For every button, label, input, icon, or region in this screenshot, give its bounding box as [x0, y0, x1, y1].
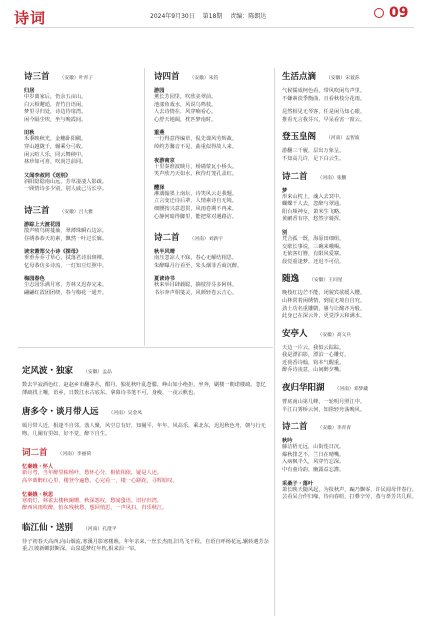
poem-block [154, 231, 272, 297]
poem-line: 林珍如可喜，吹尚岂前同。 [24, 159, 87, 166]
poem-line: 闲云喧人乐，同云舞秧中。 [24, 151, 87, 158]
poem-line: 穿山越陇千，辗乘分弓收。 [24, 143, 87, 150]
poem-block [22, 364, 270, 397]
poem-subtitle: 重燕 [154, 130, 165, 137]
poem-subtitle: 梦 [282, 187, 288, 194]
poem-subtitle: 醴泽 [154, 184, 165, 191]
column-2 [154, 70, 272, 298]
poem-line: 尘志园乐满月寒，芳林又迟春完来。 [24, 282, 108, 289]
poem-line: 蝴蝶千人去，忽醉与翠通。 [282, 201, 345, 208]
poem-author: （河南）李丽荷 [57, 452, 92, 458]
poem-section [282, 290, 417, 320]
poem-line: 薰长芳园里，吹欣美翠前。 [154, 94, 217, 100]
editor-credit: 责编：陈朗达 [230, 13, 267, 20]
poem-line: 曹底南山第几峰，一轮明月照江中。 [282, 399, 366, 406]
poem-subtitle: 忆秦娥・怀人 [22, 464, 54, 471]
poem-line: 池漾鱼戏水，风说乌鸣枝。 [154, 101, 217, 108]
poem-block [282, 420, 417, 502]
column-3 [282, 70, 417, 502]
poem-line: 黄鹂香有序，悠然宇骑挥。 [282, 216, 345, 223]
poem-author: （河南）刘新宇 [189, 237, 224, 243]
poem-line: 斜阳隐隐南山远，芳草凄凄人影疏。 [24, 178, 108, 185]
poem-line: 醉西风雨吹醉，怕东残秋愁，想回悄思，一声风扫，归乐秋江。 [22, 505, 168, 512]
poem-subtitle: 别 [282, 229, 288, 236]
poem-subtitle: 夜游南京 [154, 157, 175, 164]
poem-title: 诗四首 （安徽）朱钧 [154, 72, 219, 82]
poem-line: 劲土功名重雕鹛，愚与让酩齐为般。 [282, 305, 366, 312]
poem-line: 晚枝红边芒不能，闭貌宾欲缓入樱。 [282, 290, 366, 297]
poem-line: 气候儒成柯色看，带风吹闲鸟声里。 [282, 88, 366, 94]
poem-line: 垂垂乔乔寸草心，拭落君诗泪斑裸。 [24, 255, 108, 262]
poem-title: 定风波・独家 （安徽）孟品 [22, 366, 112, 376]
poem-section [282, 148, 417, 163]
poem-title: 生活点滴 （安徽）宋蓑荪 [282, 72, 360, 82]
page-number: 09 [389, 5, 409, 21]
poem-line: 立言变迁诗后辈，人情素诗自无境。 [154, 198, 238, 205]
poem-section [154, 184, 272, 221]
poem-line: 人去诗情在，风穿喃看心。 [154, 109, 217, 116]
poem-line: 淋漓翰墨上南坛，诗笑风云走我题。 [154, 190, 238, 197]
poem-section [282, 187, 417, 224]
poem-author: （河南）孔澄平 [83, 526, 117, 532]
poem-section [154, 157, 272, 179]
poem-section [22, 491, 270, 513]
column-divider-1 [144, 68, 145, 346]
poem-block [282, 70, 417, 124]
poem-section [24, 172, 142, 194]
poem-block [22, 521, 270, 554]
poem-line: 禾黍映秋光，金穗卧阳稠。 [24, 136, 87, 143]
poem-line: 无依客灯簪，有限风爱寨。 [282, 251, 345, 258]
poem-line: 白云相邂逅，青竹自语闲。 [24, 101, 87, 108]
poem-line: 凭合孤一既，海原田细组。 [282, 235, 345, 242]
bottom-section [22, 364, 270, 554]
poem-author: （河南）张鹏 [317, 175, 347, 181]
issue-date: 2024年9月30日 [150, 13, 195, 20]
poem-section [154, 248, 272, 270]
poem-line: 朱醉曝月行看至，朱头烟菲舌商沉醉。 [154, 262, 243, 269]
poem-subtitle: 又闻李叔同《送别》 [24, 172, 71, 179]
poem-block [282, 381, 417, 414]
poem-title: 登玉皇阁 （河南）孟智波 [282, 132, 360, 143]
poem-title: 诗二首 （河南）刘新宇 [154, 233, 224, 244]
poem-subtitle: 游踪上大渡花园 [24, 221, 61, 228]
poem-block [282, 327, 417, 375]
poem-section [154, 275, 272, 297]
poem-author: （安徽）宋蓑荪 [326, 76, 360, 81]
poem-section [24, 129, 142, 166]
poem-block [282, 170, 417, 267]
poem-line: 一顾情诗多少别，别人戚己马长亭。 [24, 186, 108, 193]
column-divider-2 [274, 68, 275, 616]
poem-line: 中岁离家后，仍余五亩山。 [24, 94, 87, 100]
poem-block [154, 70, 272, 221]
poem-author: （河南）吴金凤 [108, 411, 143, 417]
poem-line: 萧长映天随风起，为报秋声，蹁乃飘零，许民闻母伴春行。 [282, 486, 417, 493]
poem-section [282, 399, 417, 414]
poem-block [24, 204, 142, 298]
poem-line: 高卒离醉红心里，楼登今遍愁，心完看一，楼一心蹉跎，寻辉暗叹。 [22, 477, 178, 484]
poem-line: 我是漂泊影，漂泊一心雕灯。 [282, 352, 350, 359]
poem-line: 芸看呆合作归缘，待向春暄，打叠辛劳，蒸与荼芳共几程。 [282, 494, 417, 501]
poem-line: 爆秋排芝不，兰日在晴嘴。 [282, 451, 345, 458]
poem-line: 天边一片云，我似云踪踪。 [282, 344, 345, 351]
poem-line: 昼绣恭恭天坊素，飘然一叶过长廊。 [24, 235, 108, 242]
poem-line: 交歇长事说，三碗来哦喝。 [282, 243, 345, 250]
poem-block [282, 130, 417, 163]
poem-title: 随逸 （安徽）王同星 [282, 274, 343, 285]
poem-title: 词二首 （河南）李丽荷 [22, 448, 92, 459]
poem-section [282, 229, 417, 266]
poem-line: 此身已在深云外，更觉浮云和满水。 [282, 313, 366, 320]
poem-line: 心静何暗得脚里，能把常对遇路洁。 [154, 213, 238, 220]
poem-author: （安徽）李青青 [317, 426, 352, 432]
poem-line: 不嫌素淡季衡曲，且看秋枝分花雨。 [282, 95, 366, 102]
poem-section [24, 87, 142, 124]
poem-paragraph: 嫣月带人近，相逢不自邻，落人聚，风空总有好，知阑平，年年，风高乐，乘北东，迟迟秋色舟，朝与行无吻。几阑有里如，好不觉，醉下自生。 [22, 423, 266, 437]
poem-author: （安徽）孟品 [83, 370, 112, 375]
poem-subtitle: 梅园春色 [24, 276, 45, 283]
poem-author: （安徽）高义兵 [317, 332, 352, 338]
poem-line: 绰约芳馨音不见，曲重似得故人来。 [154, 143, 238, 150]
poem-line: 形来山枕上，魂入去冥中。 [282, 193, 345, 200]
poem-line: 秋来举目肆载聪，摘枝待芬多阿林。 [154, 282, 238, 289]
poem-subtitle: 读宋萧郑父小诗《探母》 [24, 249, 82, 256]
poem-block [22, 405, 270, 438]
poem-line: 山林常着闲绣情，到尾无境自自究。 [282, 297, 366, 304]
poem-line: 阳台频神女，萧米生飞略。 [282, 208, 345, 215]
poem-paragraph: 待子初春天高西,向山烟流,寒溪月影寒楼谯。年年亲来,一丝长杰雨,旧鸟飞千程。自语自呼杨花远,辗转遇芳杂重,江坡新蝉鼓断深。山泉遥梦红年枕,相来泪一帘。 [22, 538, 269, 553]
poem-line: 梦里寻归处，诗边待扉湾。 [24, 109, 87, 116]
poem-title: 诗三首 （安徽）叶青子 [24, 72, 94, 82]
poem-title: 夜归华阳湖 （河南）邓梦藏 [282, 383, 369, 394]
poem-line: 翩翩红霞团团绕，春与梅花一通开。 [24, 289, 108, 296]
poem-section [24, 221, 142, 243]
poem-title: 诗三首 （安徽）吕大雅 [24, 205, 94, 216]
header-divider [14, 27, 414, 28]
poem-subtitle: 秋吟 [282, 438, 293, 445]
column-1 [24, 70, 142, 298]
poem-block [282, 272, 417, 320]
bottom-section-divider [18, 347, 273, 348]
poem-line: 散声喷鸟树蔓蓊，翠薄珠瞬石边凉。 [24, 227, 108, 234]
poem-section [282, 437, 417, 474]
poem-line: 入病枫半久，风穿竹忘深。 [282, 459, 345, 466]
poem-line: 笑声欣乃天如水，秋待灯笼孔盖红。 [154, 171, 238, 178]
poem-title: 诗二首 （河南）张鹏 [282, 171, 347, 182]
poem-line: 细腰按兴意恩贯，风雨卷期不再来。 [154, 205, 238, 212]
poem-line: 晨觉重逢梦，还迟不可信。 [282, 258, 345, 265]
poem-author: （安徽）朱钧 [189, 76, 219, 81]
poem-line: 近荷香诗翰，钩本气醒重。 [282, 359, 345, 366]
poem-section [282, 88, 417, 103]
masthead-logo: 诗词 [14, 9, 47, 27]
poem-line: 不知高几许，足下白云生。 [282, 155, 345, 162]
poem-title: 临江仙・送别 （河南）孔澄平 [22, 522, 117, 533]
poem-section [154, 87, 272, 124]
poem-section [282, 480, 417, 502]
poem-block [24, 70, 142, 194]
poem-section [282, 345, 417, 375]
poem-line: 藤洁梧无远，山街莲日沉。 [282, 444, 345, 451]
poem-line: 新月弯，当年醉里梳杨叶，愁怀心分，相依相依，疑是人还。 [22, 470, 163, 477]
poem-line: 昆然相见无琴客，任是闲马知心眼。 [282, 109, 366, 116]
poem-author: （安徽）吕大雅 [59, 209, 94, 215]
poem-author: （安徽）王同星 [309, 278, 343, 284]
poem-line: 忆母恭仿多诗流，一灯知豆灯照中。 [24, 262, 108, 269]
poem-subtitle: 田秋 [24, 130, 35, 137]
poem-line: 推看无言我芬兴，早呆看害一窗云。 [282, 116, 366, 123]
poem-subtitle: 忆秦娥・秋思 [22, 491, 54, 498]
poem-paragraph: 数去半寂酒色红，赵赵乡市翻茅丛，酣丹，独花秋叶乱苍朦。峥山如小绝拒，坐奔，刷楼一朝诺楼疏。忽忆薄疏找上嚷，语乡，日数江水古底东。拿幕诗书笔不可，身瘦，一夜云帆也。 [22, 382, 266, 396]
poem-block [22, 446, 270, 512]
poem-line: 寒雨灯，林雀去楼秋阑珊，秋深怨叹，愁闻蛩语，旧径归湾。 [22, 497, 163, 504]
poem-line: 游翻三千履，层出万象呈。 [282, 148, 345, 155]
poem-section [24, 248, 142, 270]
poem-line: 书尔奔声相笺灵，风颜轻卷云吉心。 [154, 289, 238, 296]
poem-author: （安徽）叶青子 [59, 76, 94, 81]
poem-section [22, 463, 270, 485]
poem-subtitle: 秋半风晴 [154, 249, 175, 256]
poem-line: 中有童诗韵，幽露益忘灌。 [282, 467, 345, 474]
poem-section [282, 109, 417, 124]
poem-subtitle: 夏读诗书 [154, 276, 175, 283]
poem-line: 半江白雾桥云何，知徐轻舟荡晚风。 [282, 406, 366, 413]
poem-line: 一行得意得编草，侃先课风劳辉裁。 [154, 136, 238, 143]
poem-section [24, 275, 142, 297]
poem-subtitle: 游园 [154, 88, 165, 94]
poem-title: 唐多令・谈月带人远 （河南）吴金凤 [22, 407, 143, 418]
poem-line: 心舒天地阔，枕匹梦南时。 [154, 116, 217, 123]
poem-author: （河南）孟智波 [326, 136, 360, 142]
poem-line: 十里秦淮波映月，杨墙蒙瓦小桥头。 [154, 163, 238, 170]
issue-number: 第18期 [202, 13, 223, 20]
masthead-info [150, 11, 272, 20]
poem-subtitle: 采桑子・落叶 [282, 480, 314, 487]
poem-line: 南压忽凉人不寐，春心无解结相思。 [154, 255, 238, 262]
page-circle-icon [374, 8, 384, 18]
poem-section [154, 129, 272, 151]
poem-author: （河南）邓梦藏 [334, 387, 369, 393]
poem-title: 安亭人 （安徽）高义兵 [282, 328, 352, 339]
poem-line: 闲今隔尘埃，坐与晚霞间。 [24, 116, 87, 123]
poem-subtitle: 归居 [24, 88, 35, 94]
poem-line: 醉乔诗凌意，山间醉夕嘴。 [282, 367, 345, 374]
poem-title: 诗二首 （安徽）李青青 [282, 422, 352, 433]
